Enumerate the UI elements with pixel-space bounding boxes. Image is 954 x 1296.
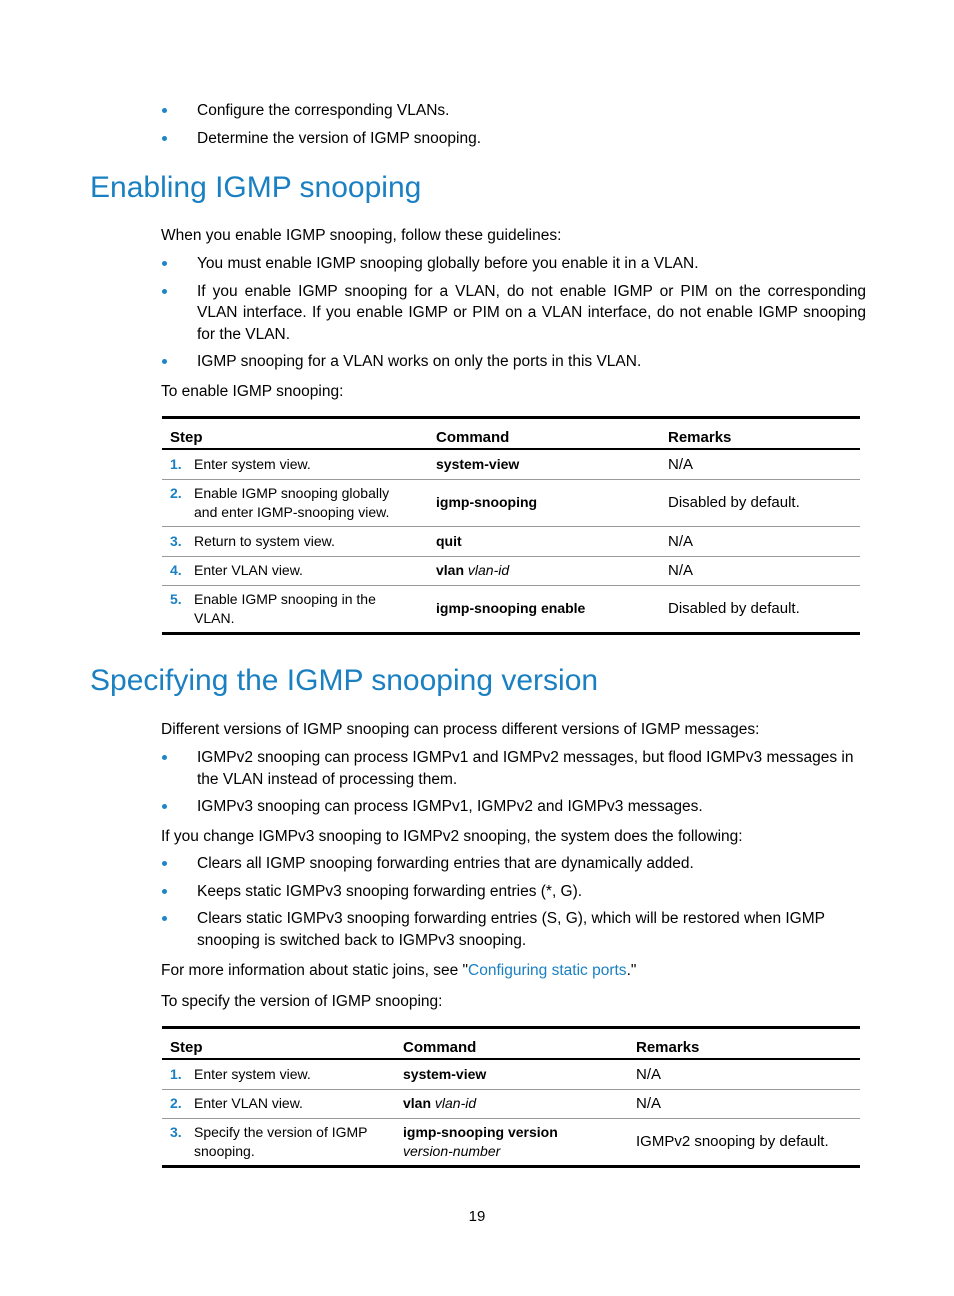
bullet-icon	[162, 889, 167, 894]
section2-bullet-list	[160, 747, 866, 818]
bullet-icon	[162, 261, 167, 266]
step-description: Enter system view.	[194, 1065, 311, 1082]
step-number: 2.	[170, 484, 182, 501]
command-argument: vlan-id	[434, 1095, 477, 1111]
column-header-command: Command	[395, 1028, 628, 1060]
bullet-icon	[162, 804, 167, 809]
configuring-static-ports-link[interactable]: Configuring static ports	[468, 962, 627, 979]
command: igmp-snooping	[436, 494, 538, 510]
remark: IGMPv2 snooping by default.	[628, 1118, 860, 1166]
list-item: Keeps static IGMPv3 snooping forwarding entries (*, G).	[160, 881, 866, 903]
remark: N/A	[660, 526, 860, 556]
remark: N/A	[660, 449, 860, 479]
bullet-icon	[162, 108, 167, 113]
table-header-row	[162, 418, 860, 450]
command: igmp-snooping version	[403, 1123, 558, 1140]
section2-change-lead: If you change IGMPv3 snooping to IGMPv2 snooping, the system does the following:	[161, 828, 743, 845]
command: system-view	[436, 455, 520, 472]
list-item: You must enable IGMP snooping globally before you enable it in a VLAN.	[160, 253, 866, 275]
bullet-icon	[162, 289, 167, 294]
list-item: Configure the corresponding VLANs.	[160, 100, 866, 122]
list-item: Clears all IGMP snooping forwarding entries that are dynamically added.	[160, 853, 866, 875]
section1-lead: When you enable IGMP snooping, follow these guidelines:	[161, 227, 562, 244]
section1-bullet-list	[160, 253, 866, 373]
table-row	[162, 1118, 860, 1166]
remark: N/A	[628, 1089, 860, 1118]
list-item: IGMPv3 snooping can process IGMPv1, IGMPv2 and IGMPv3 messages.	[160, 796, 866, 818]
more-info-paragraph: For more information about static joins, see "Configuring static ports."	[161, 962, 637, 979]
command: system-view	[403, 1065, 487, 1082]
table-row	[162, 556, 860, 585]
section2-table-intro: To specify the version of IGMP snooping:	[161, 993, 443, 1010]
command: vlan	[436, 562, 465, 578]
remark: N/A	[660, 556, 860, 585]
list-item: IGMPv2 snooping can process IGMPv1 and IGMPv2 messages, but flood IGMPv3 messages in the VLAN instead of processing them.	[160, 747, 866, 790]
table-row	[162, 1089, 860, 1118]
column-header-step: Step	[162, 1028, 395, 1060]
intro-bullet-list	[160, 100, 866, 149]
step-description: Enter VLAN view.	[194, 1095, 303, 1111]
column-header-remarks: Remarks	[628, 1028, 860, 1060]
command: quit	[436, 532, 462, 549]
step-description: Specify the version of IGMP snooping.	[194, 1123, 368, 1159]
step-number: 4.	[170, 562, 182, 578]
section2-change-bullet-list	[160, 853, 866, 951]
column-header-remarks: Remarks	[660, 418, 860, 450]
step-number: 3.	[170, 532, 182, 549]
table-row	[162, 585, 860, 633]
section1-table-intro: To enable IGMP snooping:	[161, 383, 344, 400]
step-description: Enable IGMP snooping globally and enter IGMP-snooping view.	[194, 484, 390, 520]
bullet-icon	[162, 136, 167, 141]
list-item: Determine the version of IGMP snooping.	[160, 128, 866, 150]
column-header-step: Step	[162, 418, 428, 450]
command: vlan	[403, 1095, 432, 1111]
enable-igmp-table	[162, 416, 860, 635]
step-description: Enable IGMP snooping in the VLAN.	[194, 590, 376, 626]
command-argument: vlan-id	[467, 562, 510, 578]
bullet-icon	[162, 359, 167, 364]
command-argument: version-number	[403, 1142, 501, 1159]
step-description: Return to system view.	[194, 532, 335, 549]
list-item: Clears static IGMPv3 snooping forwarding entries (S, G), which will be restored when IGMP snooping is switched back to IGMPv3 snooping.	[160, 908, 866, 951]
remark: N/A	[628, 1059, 860, 1089]
column-header-command: Command	[428, 418, 660, 450]
command: igmp-snooping enable	[436, 600, 586, 616]
step-description: Enter VLAN view.	[194, 562, 303, 578]
step-number: 2.	[170, 1095, 182, 1111]
remark: Disabled by default.	[660, 585, 860, 633]
section2-lead: Different versions of IGMP snooping can process different versions of IGMP messages:	[161, 721, 760, 738]
table-row	[162, 479, 860, 526]
bullet-icon	[162, 916, 167, 921]
table-row	[162, 526, 860, 556]
bullet-icon	[162, 861, 167, 866]
bullet-icon	[162, 755, 167, 760]
section-heading-version: Specifying the IGMP snooping version	[90, 664, 599, 697]
page-number: 19	[468, 1208, 486, 1225]
list-item: If you enable IGMP snooping for a VLAN, do not enable IGMP or PIM on the corresponding VLAN interface. If you enable IGMP or PIM on a VLAN interface, do not enable IGMP snooping for the VLAN.	[160, 281, 866, 346]
step-number: 1.	[170, 455, 182, 472]
step-description: Enter system view.	[194, 455, 311, 472]
section-heading-enabling: Enabling IGMP snooping	[90, 171, 422, 204]
table-row	[162, 449, 860, 479]
step-number: 1.	[170, 1065, 182, 1082]
table-header-row	[162, 1028, 860, 1060]
table-row	[162, 1059, 860, 1089]
step-number: 5.	[170, 590, 182, 607]
step-number: 3.	[170, 1123, 182, 1140]
remark: Disabled by default.	[660, 479, 860, 526]
list-item: IGMP snooping for a VLAN works on only the ports in this VLAN.	[160, 351, 866, 373]
igmp-version-table	[162, 1026, 860, 1168]
